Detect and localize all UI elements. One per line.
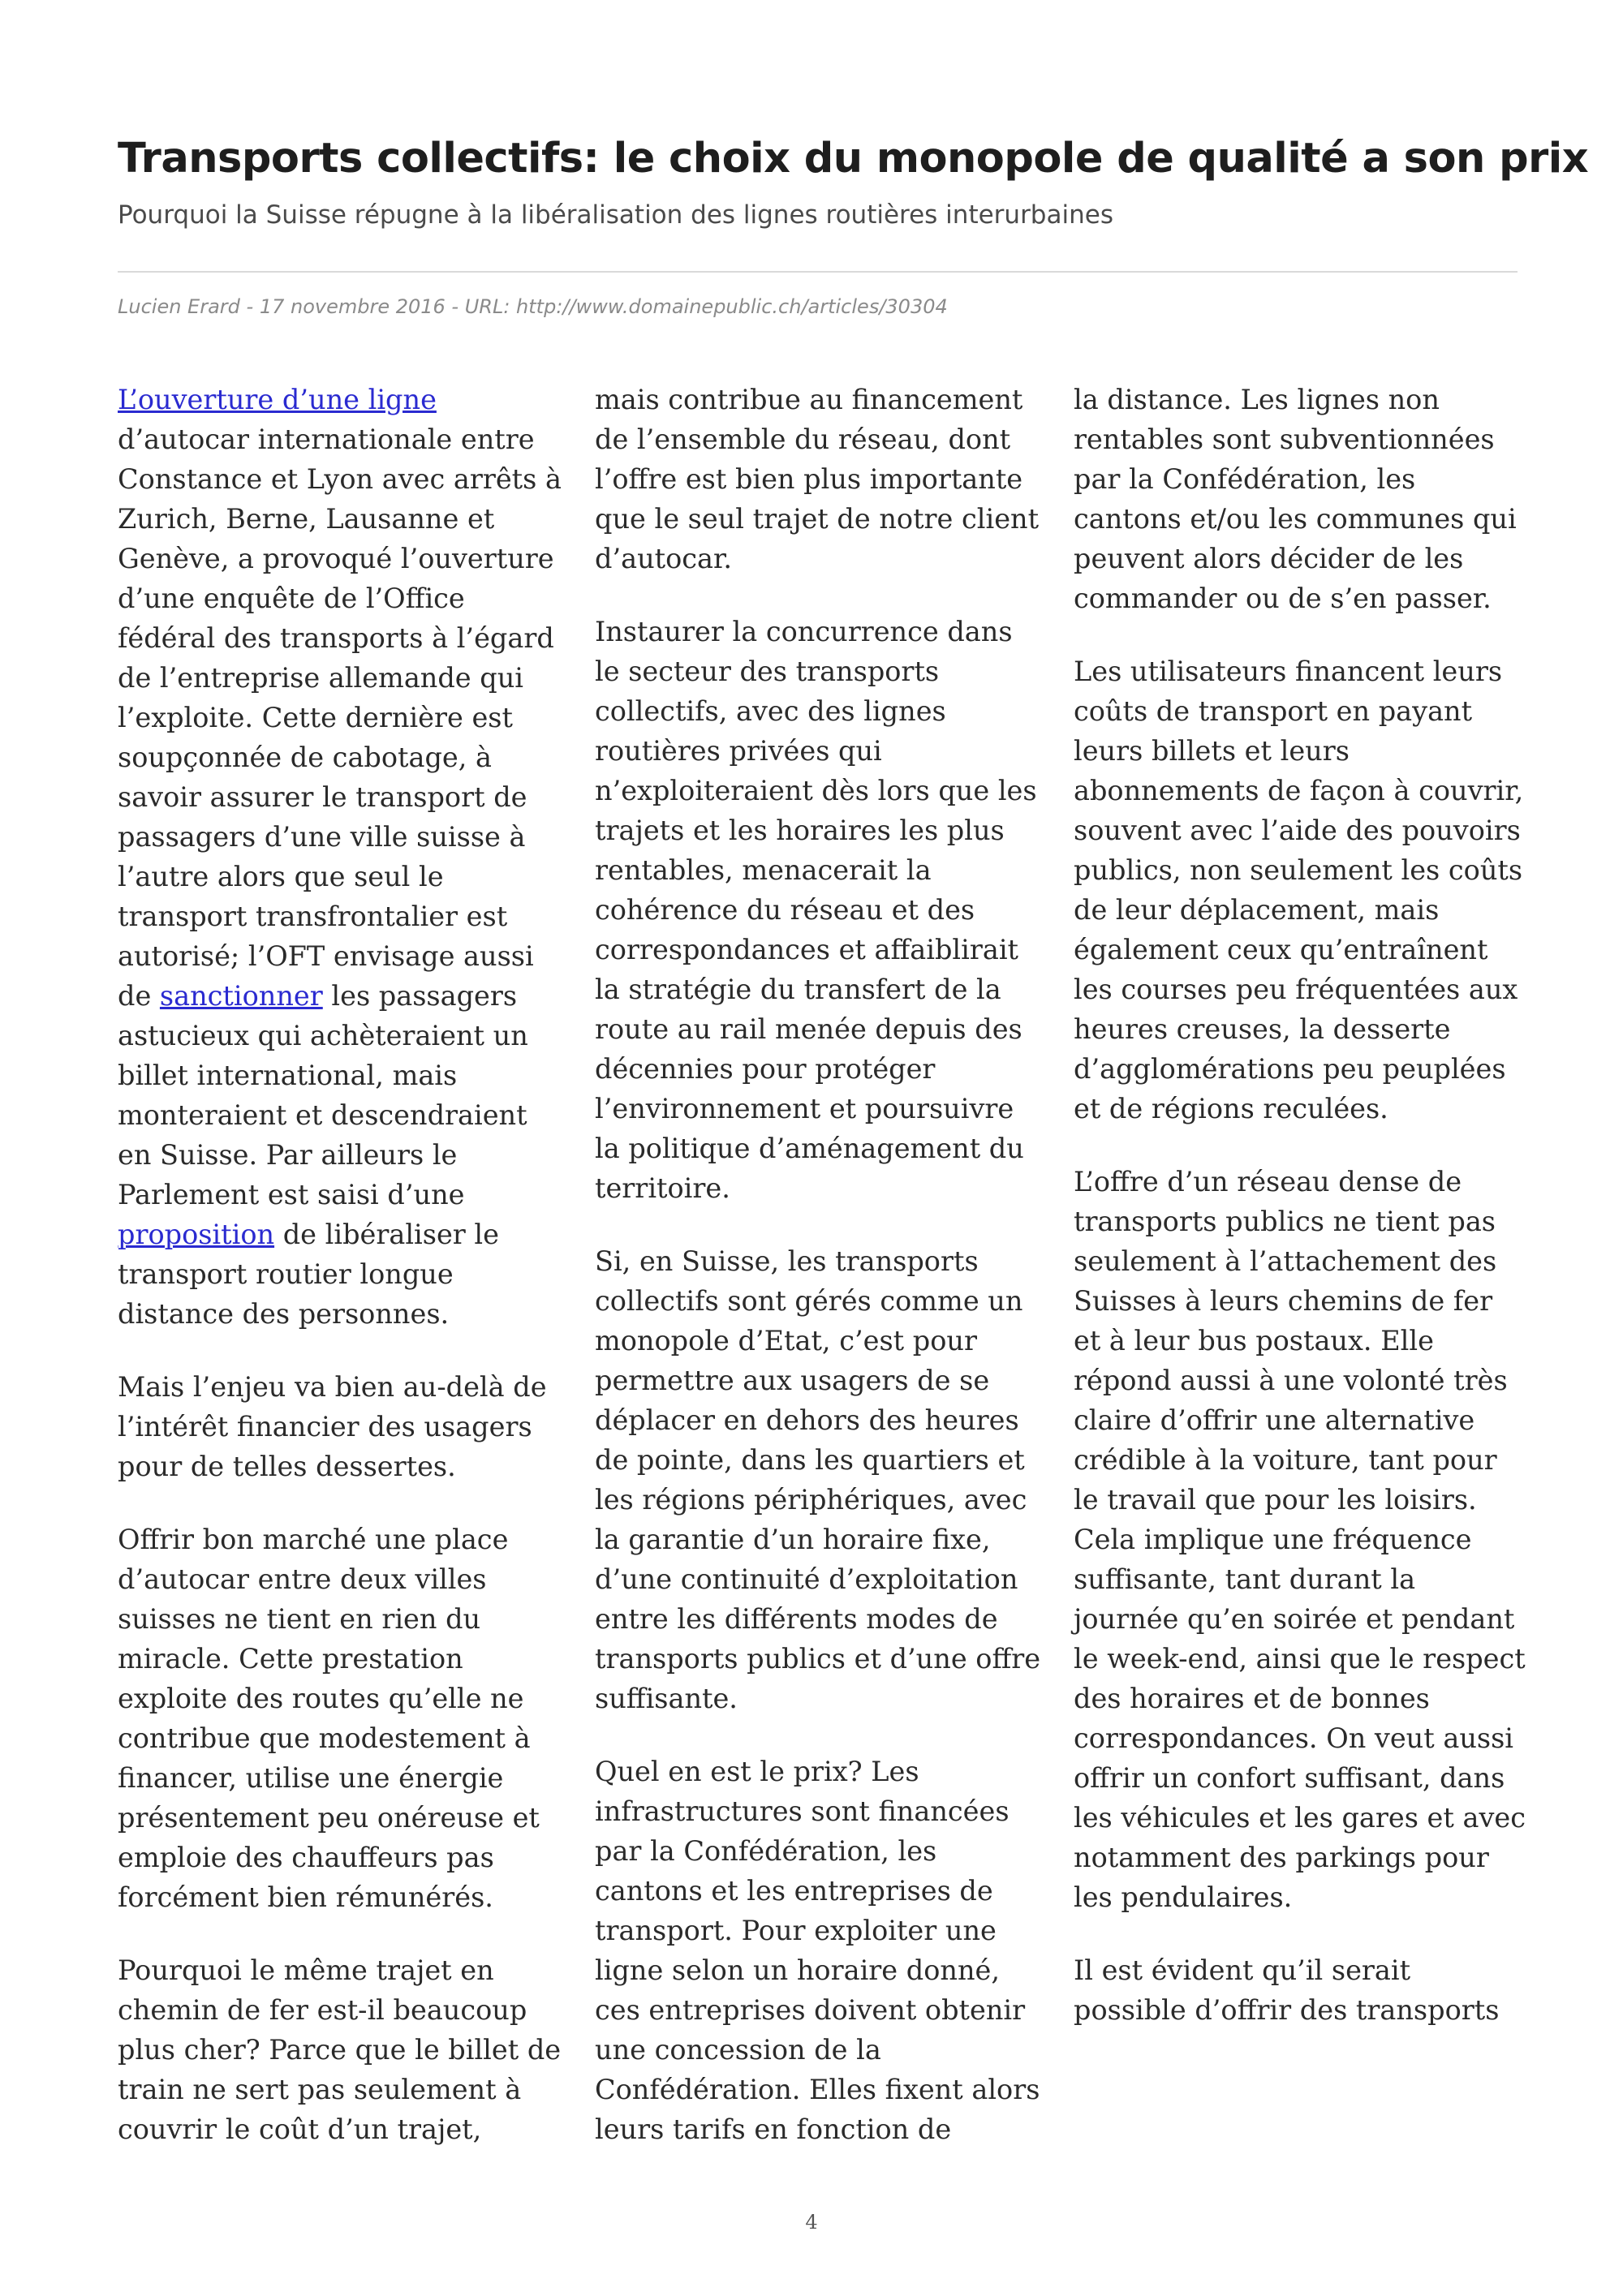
link-ouverture-ligne[interactable]: L’ouverture d’une ligne xyxy=(118,384,437,415)
paragraph-text: les passagers astucieux qui achèteraient un billet international, mais monteraient et descendraient en Suisse. Par ailleurs le Parlement est saisi d’une xyxy=(118,980,528,1210)
byline-author: Lucien Erard xyxy=(118,295,240,318)
link-sanctionner[interactable]: sanctionner xyxy=(159,980,323,1012)
paragraph: mais contribue au financement de l’ensemble du réseau, dont l’offre est bien plus importante que le seul trajet de notre client d’autocar. xyxy=(595,384,1040,574)
paragraph: L’offre d’un réseau dense de transports publics ne tient pas seulement à l’attachement des Suisses à leurs chemins de fer et à leur bus postaux. Elle répond aussi à une volonté très claire d’offrir une alternative crédible à la voiture, tant pour le travail que pour les loisirs. Cela implique une fréquence suffisante, tant durant la journée qu’en soirée et pendant le week-end, ainsi que le respect des horaires et de bonnes correspondances. On veut aussi offrir un confort suffisant, dans les véhicules et les gares et avec notamment des parkings pour les pendulaires. xyxy=(1074,1166,1526,1913)
paragraph: Il est évident qu’il serait possible d’offrir des transports xyxy=(1074,1954,1500,2026)
article-subtitle: Pourquoi la Suisse répugne à la libéralisation des lignes routières interurbaines xyxy=(118,200,1113,230)
paragraph-text: d’autocar internationale entre Constance et Lyon avec arrêts à Zurich, Berne, Lausanne et Genève, a provoqué l’ouverture d’une enquête de l’Office fédéral des transports à l’égard de l’entreprise allemande qui l’exploite. Cette dernière est soupçonnée de cabotage, à savoir assurer le transport de passagers d’une ville suisse à l’autre alors que seul le transport transfrontalier est autorisé; l’OFT envisage aussi de xyxy=(118,424,562,1012)
page-number: 4 xyxy=(805,2211,818,2234)
link-proposition[interactable]: proposition xyxy=(118,1219,275,1250)
paragraph: Pourquoi le même trajet en chemin de fer est-il beaucoup plus cher? Parce que le billet de train ne sert pas seulement à couvrir le coût d’un trajet, xyxy=(118,1954,562,2145)
article-title: Transports collectifs: le choix du monopole de qualité a son prix xyxy=(118,135,1589,183)
byline-separator: - xyxy=(239,295,260,318)
paragraph: Instaurer la concurrence dans le secteur des transports collectifs, avec des lignes routières privées qui n’exploiteraient dès lors que les trajets et les horaires les plus rentables, menacerait la cohérence du réseau et des correspondances et affaiblirait la stratégie du transfert de la route au rail menée depuis des décennies pour protéger l’environnement et poursuivre la politique d’aménagement du territoire. xyxy=(595,616,1037,1204)
byline-date: 17 novembre 2016 xyxy=(259,295,446,318)
paragraph: Quel en est le prix? Les infrastructures sont financées par la Confédération, les cantons et les entreprises de transport. Pour exploiter une ligne selon un horaire donné, ces entreprises doivent obtenir une concession de la Confédération. Elles fixent alors leurs tarifs en fonction de xyxy=(595,1756,1040,2145)
paragraph-text: de libéraliser le transport routier longue distance des personnes. xyxy=(118,1219,499,1330)
text-column-1 xyxy=(118,380,564,2182)
paragraph: Les utilisateurs financent leurs coûts de transport en payant leurs billets et leurs abonnements de façon à couvrir, souvent avec l’aide des pouvoirs publics, non seulement les coûts de leur déplacement, mais également ceux qu’entraînent les courses peu fréquentées aux heures creuses, la desserte d’agglomérations peu peuplées et de régions reculées. xyxy=(1074,656,1524,1124)
paragraph: Mais l’enjeu va bien au-delà de l’intérêt financier des usagers pour de telles dessertes. xyxy=(118,1371,547,1482)
paragraph: la distance. Les lignes non rentables sont subventionnées par la Confédération, les cantons et/ou les communes qui peuvent alors décider de les commander ou de s’en passer. xyxy=(1074,384,1517,614)
text-column-3 xyxy=(1074,380,1528,2063)
paragraph: Offrir bon marché une place d’autocar entre deux villes suisses ne tient en rien du miracle. Cette prestation exploite des routes qu’elle ne contribue que modestement à financer, utilise une énergie présentement peu onéreuse et emploie des chauffeurs pas forcément bien rémunérés. xyxy=(118,1524,540,1913)
byline-url: URL: http://www.domainepublic.ch/articles/30304 xyxy=(464,295,948,318)
byline xyxy=(118,292,948,321)
text-column-2 xyxy=(595,380,1041,2182)
byline-separator: - xyxy=(445,295,465,318)
header-divider xyxy=(118,271,1518,273)
paragraph xyxy=(118,380,564,1334)
paragraph: Si, en Suisse, les transports collectifs sont gérés comme un monopole d’Etat, c’est pour permettre aux usagers de se déplacer en dehors des heures de pointe, dans les quartiers et les régions périphériques, avec la garantie d’un horaire fixe, d’une continuité d’exploitation entre les différents modes de transports publics et d’une offre suffisante. xyxy=(595,1245,1041,1714)
